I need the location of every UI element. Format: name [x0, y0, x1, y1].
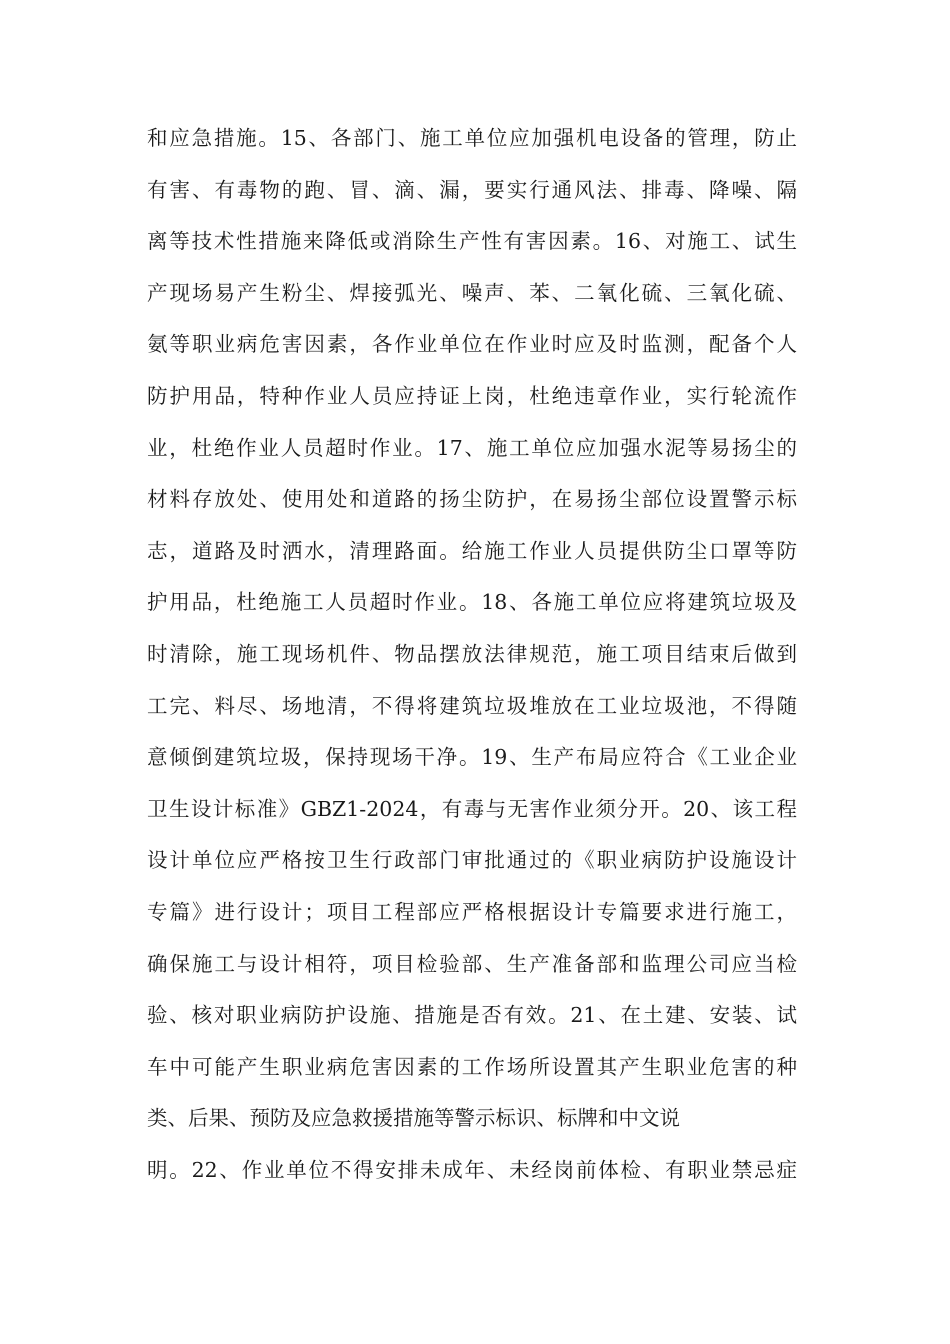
text-line: 车中可能产生职业病危害因素的工作场所设置其产生职业危害的种	[147, 1054, 797, 1079]
text-line: 类、后果、预防及应急救援措施等警示标识、标牌和中文说	[147, 1106, 680, 1131]
text-line: 和应急措施。15、各部门、施工单位应加强机电设备的管理，防止	[147, 126, 797, 150]
text-line: 验、核对职业病防护设施、措施是否有效。21、在土建、安装、试	[147, 1003, 797, 1028]
body-text	[147, 115, 797, 1198]
text-line: 志，道路及时洒水，清理路面。给施工作业人员提供防尘口罩等防	[147, 538, 797, 563]
text-line: 有害、有毒物的跑、冒、滴、漏，要实行通风法、排毒、降噪、隔	[147, 177, 797, 202]
text-line: 意倾倒建筑垃圾，保持现场干净。19、生产布局应符合《工业企业	[147, 745, 797, 770]
text-line: 防护用品，特种作业人员应持证上岗，杜绝违章作业，实行轮流作	[147, 383, 797, 408]
text-line: 业，杜绝作业人员超时作业。17、施工单位应加强水泥等易扬尘的	[147, 435, 797, 460]
text-line: 材料存放处、使用处和道路的扬尘防护，在易扬尘部位设置警示标	[147, 487, 797, 512]
text-line: 确保施工与设计相符，项目检验部、生产准备部和监理公司应当检	[147, 951, 797, 976]
text-line: 专篇》进行设计；项目工程部应严格根据设计专篇要求进行施工，	[147, 899, 797, 924]
text-line: 明。22、作业单位不得安排未成年、未经岗前体检、有职业禁忌症	[147, 1157, 797, 1182]
text-line: 氨等职业病危害因素，各作业单位在作业时应及时监测，配备个人	[147, 332, 797, 357]
text-line: 护用品，杜绝施工人员超时作业。18、各施工单位应将建筑垃圾及	[147, 590, 797, 615]
text-line: 离等技术性措施来降低或消除生产性有害因素。16、对施工、试生	[147, 229, 797, 254]
text-line: 产现场易产生粉尘、焊接弧光、噪声、苯、二氧化硫、三氧化硫、	[147, 280, 797, 305]
text-line: 时清除，施工现场机件、物品摆放法律规范，施工项目结束后做到	[147, 641, 797, 666]
text-line: 工完、料尽、场地清，不得将建筑垃圾堆放在工业垃圾池，不得随	[147, 693, 797, 718]
text-line: 卫生设计标准》GBZ1-2024，有毒与无害作业须分开。20、该工程	[147, 796, 797, 821]
text-line: 设计单位应严格按卫生行政部门审批通过的《职业病防护设施设计	[147, 848, 797, 873]
